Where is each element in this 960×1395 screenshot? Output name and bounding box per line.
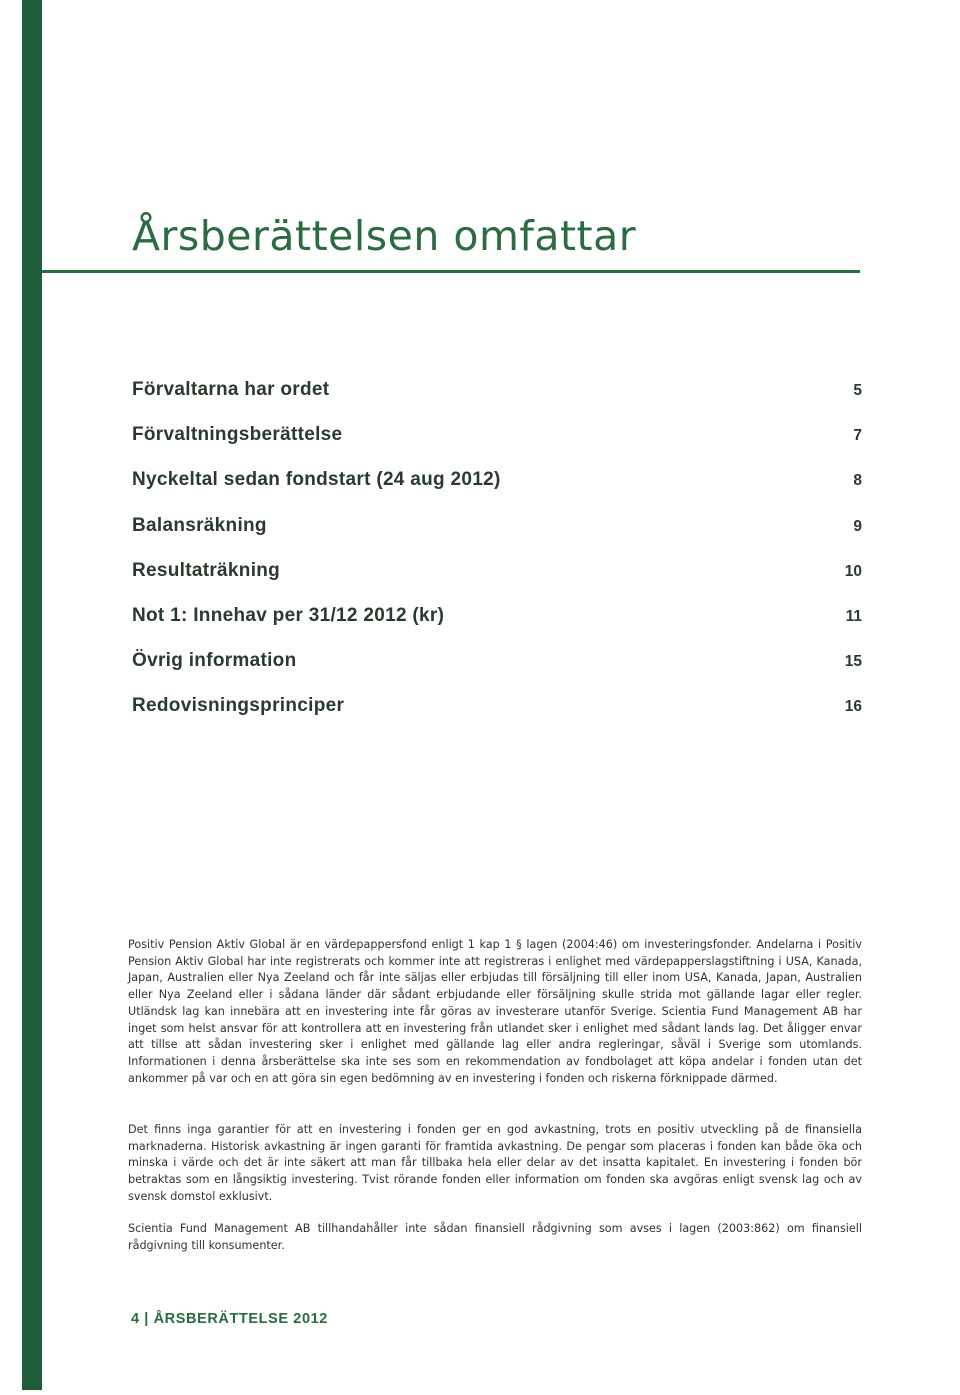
toc-entry-label: Resultaträkning [132,559,281,581]
toc-entry-label: Övrig information [132,650,297,672]
page-footer: 4 | ÅRSBERÄTTELSE 2012 [131,1311,328,1327]
toc-entry[interactable] [132,424,862,469]
title-divider [42,270,860,273]
risk-paragraph: Det finns inga garantier för att en investering i fonden ger en god avkastning, trots en positiv utveckling på de finansiella marknaderna. Historisk avkastning är ingen garanti för framtida avkastning. De pengar som placeras i fonden kan både öka och minska i värde och det är inte säkert att man får tillbaka hela eller delar av det insatta kapitalet. En investering i fonden bör betraktas som en långsiktig investering. Tvist rörande fonden eller information om fonden ska avgöras enligt svensk lag och av svensk domstol exklusivt. [128,1123,862,1203]
toc-entry-page: 8 [853,472,862,490]
disclaimer-paragraph: Positiv Pension Aktiv Global är en värdepappersfond enligt 1 kap 1 § lagen (2004:46) om investeringsfonder. Andelarna i Positiv Pension Aktiv Global har inte registrerats och kommer inte att registreras i enlighet med värdepapperslagstiftning i USA, Kanada, Japan, Australien eller Nya Zeeland och får inte säljas eller erbjudas till försäljning till eller inom USA, Kanada, Japan, Australien eller Nya Zeeland eller i sådana länder där sådant erbjudande eller försäljning skulle strida mot gällande lagar eller regler. Utländsk lag kan innebära att en investering inte får göras av investerare utanför Sverige. Scientia Fund Management AB har inget som helst ansvar för att kontrollera att en investering från utlandet sker i enlighet med sådant lands lag. Det åligger envar att tillse att sådan investering sker i enlighet med gällande lag eller andra regleringar, såväl i Sverige som utomlands. Informationen i denna årsberättelse ska inte ses som en rekommendation av fondbolaget att köpa andelar i fonden utan det ankommer på var och en att göra sin egen bedömning av en investering i fonden och riskerna förknippade därmed. [128,938,862,1085]
toc-entry-label: Förvaltarna har ordet [132,379,330,400]
toc-entry-page: 9 [853,517,862,535]
toc-entry-page: 16 [844,698,862,716]
toc-entry-label: Not 1: Innehav per 31/12 2012 (kr) [132,604,445,626]
toc-entry-label: Nyckeltal sedan fondstart (24 aug 2012) [132,469,501,491]
toc-entry[interactable] [132,515,862,560]
toc-entry-page: 10 [844,562,862,580]
table-of-contents [132,379,862,741]
toc-entry-label: Förvaltningsberättelse [132,424,343,446]
toc-entry-label: Balansräkning [132,514,267,536]
toc-entry-page: 7 [853,427,862,445]
toc-entry[interactable] [132,605,862,650]
toc-entry-page: 11 [845,607,862,625]
toc-entry-page: 5 [853,382,862,399]
toc-entry[interactable] [132,560,862,605]
page-title: Årsberättelsen omfattar [132,212,637,260]
toc-entry-label: Redovisningsprinciper [132,695,345,717]
toc-entry-page: 15 [844,653,862,671]
toc-entry[interactable] [132,469,862,514]
toc-entry[interactable] [132,379,862,424]
green-side-bar [22,0,42,1390]
advice-paragraph: Scientia Fund Management AB tillhandahåller inte sådan finansiell rådgivning som avses i lagen (2003:862) om finansiell rådgivning till konsumenter. [128,1222,862,1252]
toc-entry[interactable] [132,695,862,740]
toc-entry[interactable] [132,650,862,695]
